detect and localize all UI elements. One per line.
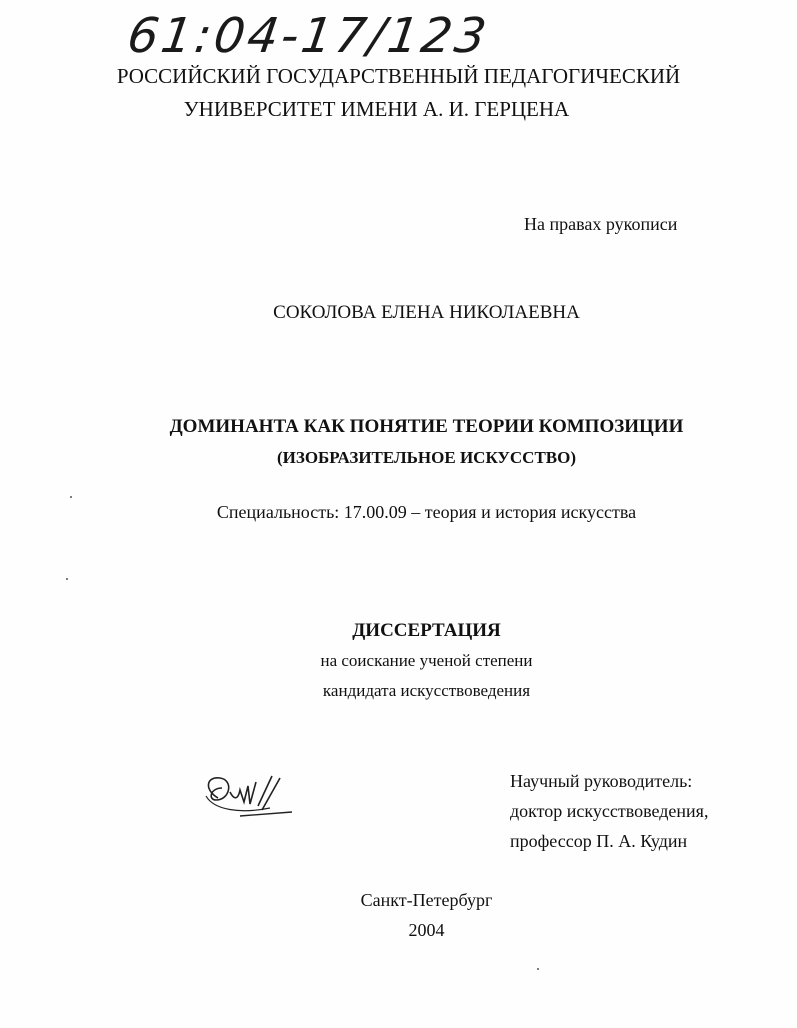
manuscript-rights-note: На правах рукописи [524,214,678,234]
degree-line2: кандидата искусствоведения [322,681,531,700]
degree-line1: на соискание ученой степени [320,651,533,670]
dissertation-title: ДОМИНАНТА КАК ПОНЯТИЕ ТЕОРИИ КОМПОЗИЦИИ [169,416,684,437]
dissertation-heading: ДИССЕРТАЦИЯ [352,620,501,641]
scan-speck [66,578,68,580]
city: Санкт-Петербург [360,890,493,910]
dissertation-subtitle: (ИЗОБРАЗИТЕЛЬНОЕ ИСКУССТВО) [276,448,577,467]
author-name: СОКОЛОВА ЕЛЕНА НИКОЛАЕВНА [273,302,580,323]
supervisor-degree: доктор искусствоведения, [510,801,709,821]
supervisor-name: профессор П. А. Кудин [510,831,688,851]
university-name-line1: РОССИЙСКИЙ ГОСУДАРСТВЕННЫЙ ПЕДАГОГИЧЕСКИЙ [116,64,681,88]
scan-speck [537,968,539,970]
archive-handwritten-mark: 61:04-17/123 [124,8,493,64]
university-name-line2: УНИВЕРСИТЕТ ИМЕНИ А. И. ГЕРЦЕНА [183,97,570,121]
year: 2004 [408,920,445,940]
specialty-line: Специальность: 17.00.09 – теория и история искусства [216,502,637,522]
signature-scribble [200,770,300,826]
supervisor-heading: Научный руководитель: [510,771,693,791]
scan-speck [70,496,72,498]
